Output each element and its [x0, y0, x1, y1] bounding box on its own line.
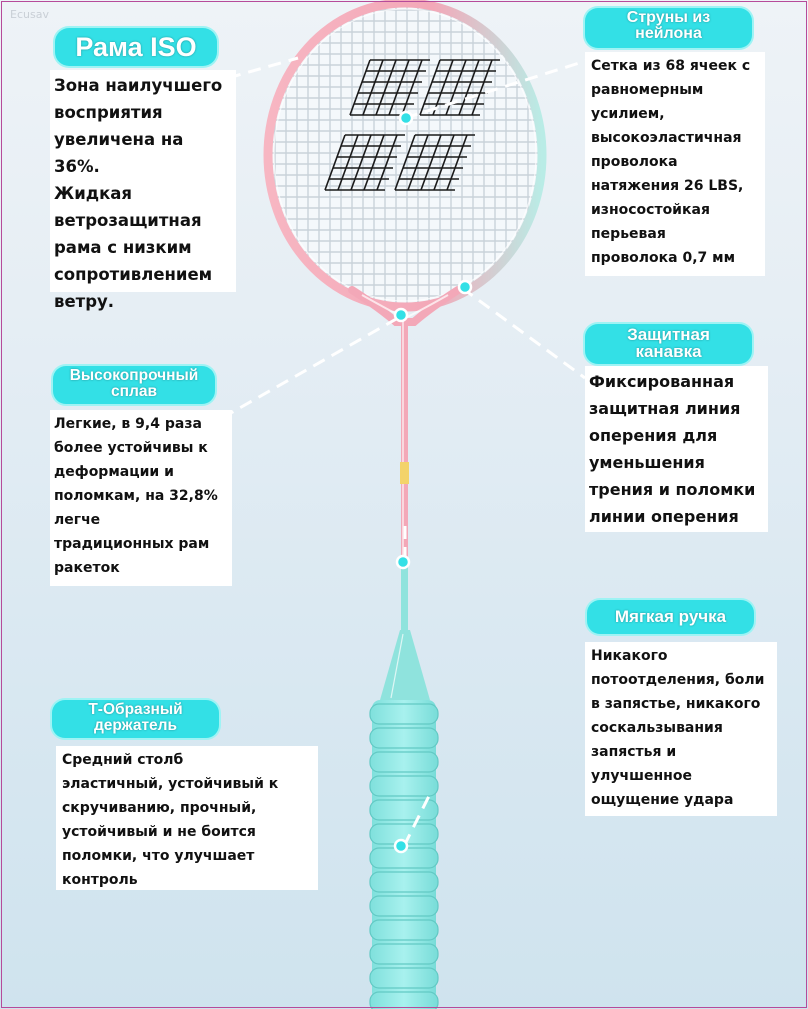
racket-grip [370, 700, 438, 1009]
high-strength-alloy-title: Высокопрочный сплав [53, 366, 215, 404]
high-strength-alloy-description: Легкие, в 9,4 раза более устойчивы к деформации и поломкам, на 32,8% легче традиционных рам ракеток [50, 410, 232, 586]
t-holder-title: Т-Образный держатель [52, 700, 219, 738]
protective-groove-title: Защитная канавка [585, 324, 752, 364]
soft-grip-description: Никакого потоотделения, боли в запястье, никакого соскальзывания запястья и улучшенное ощущение удара [585, 642, 777, 816]
nylon-strings-description: Сетка из 68 ячеек с равномерным усилием, высокоэластичная проволока натяжения 26 LBS, износостойкая перьевая проволока 0,7 мм [585, 52, 765, 276]
protective-groove-description: Фиксированная защитная линия оперения для уменьшения трения и поломки линии оперения [585, 366, 768, 532]
t-holder-cone [380, 630, 430, 700]
iso-frame-title: Рама ISO [55, 28, 217, 66]
soft-grip-title: Мягкая ручка [587, 600, 754, 634]
t-holder-description: Средний столб эластичный, устойчивый к скручиванию, прочный, устойчивый и не боится поломки, что улучшает контроль [56, 746, 318, 890]
iso-frame-description: Зона наилучшего восприятия увеличена на 36%. Жидкая ветрозащитная рама с низким сопротивлением ветру. [50, 70, 236, 292]
watermark-text: Ecusav [10, 8, 49, 21]
nylon-strings-title: Струны из нейлона [585, 8, 752, 48]
